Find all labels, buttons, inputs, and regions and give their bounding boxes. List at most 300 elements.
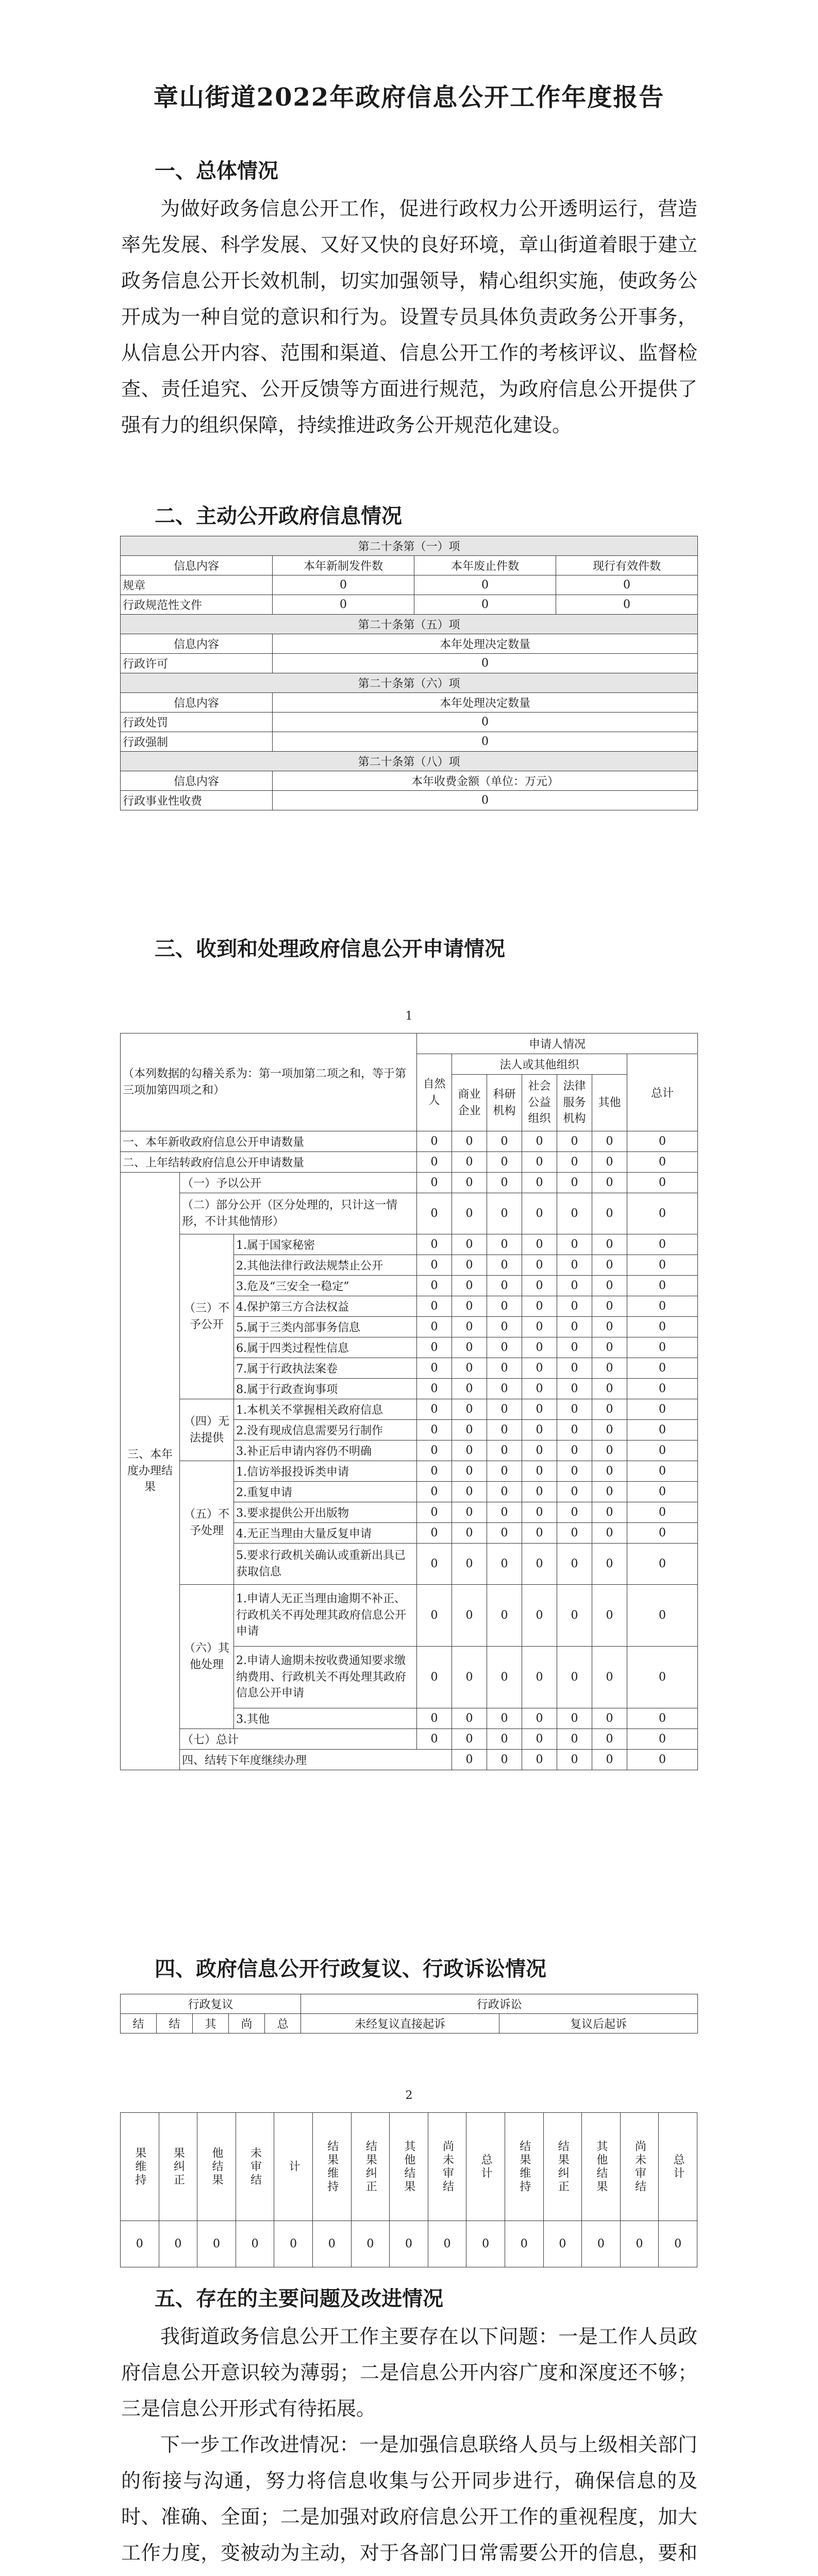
cell-value: 0	[452, 1173, 487, 1193]
cell-value: 0	[274, 2221, 313, 2267]
cell-value: 0	[487, 1255, 522, 1276]
cell-value: 0	[627, 1482, 698, 1502]
cell-value: 0	[627, 1750, 698, 1770]
col-fragment: 总	[265, 2014, 301, 2033]
cell-value: 0	[452, 1523, 487, 1544]
cell-value: 0	[592, 1440, 627, 1461]
cell-value: 0	[592, 1337, 627, 1358]
cell-value: 0	[487, 1750, 522, 1770]
col-suit-after-review: 复议后起诉	[499, 2014, 698, 2033]
cell-value: 0	[522, 1461, 557, 1482]
col-direct-suit: 未经复议直接起诉	[301, 2014, 499, 2033]
col-header: 未审结	[236, 2113, 274, 2221]
cell-value: 0	[557, 1708, 592, 1729]
cell-value: 0	[452, 1461, 487, 1482]
cell-value: 0	[557, 1585, 592, 1647]
cell-value: 0	[556, 595, 698, 615]
cell-value: 0	[557, 1750, 592, 1770]
cell-value: 0	[452, 1152, 487, 1173]
cell-value: 0	[487, 1523, 522, 1544]
cell-value: 0	[417, 1585, 452, 1647]
cell-value: 0	[522, 1276, 557, 1296]
application-handling-table	[120, 1033, 698, 1770]
cell-value: 0	[452, 1379, 487, 1399]
cell-value: 0	[417, 1708, 452, 1729]
cell-value: 0	[487, 1482, 522, 1502]
cell-value: 0	[505, 2221, 543, 2267]
cell-value: 0	[557, 1461, 592, 1482]
cell-value: 0	[417, 1482, 452, 1502]
col-info-content: 信息内容	[121, 634, 273, 654]
cell-value: 0	[522, 1173, 557, 1193]
row-subtotal: （七）总计	[180, 1729, 417, 1750]
cell-value: 0	[452, 1358, 487, 1379]
section-4-heading: 四、政府信息公开行政复议、行政诉讼情况	[155, 1957, 546, 1981]
cell-value: 0	[557, 1544, 592, 1585]
col-valid: 现行有效件数	[556, 556, 698, 575]
cell-value: 0	[417, 1440, 452, 1461]
cell-value: 0	[452, 1234, 487, 1255]
cell-value: 0	[236, 2221, 274, 2267]
cell-value: 0	[273, 595, 414, 615]
cell-value: 0	[522, 1750, 557, 1770]
cell-value: 0	[557, 1358, 592, 1379]
cell-value: 0	[522, 1647, 557, 1708]
col-header: 尚未审结	[428, 2113, 466, 2221]
cell-value: 0	[627, 1173, 698, 1193]
cell-value: 0	[592, 1502, 627, 1523]
row-label: 行政事业性收费	[121, 791, 273, 810]
cell-value: 0	[522, 1317, 557, 1337]
cell-value: 0	[522, 1337, 557, 1358]
row-reason: 4.保护第三方合法权益	[234, 1296, 417, 1317]
cell-value: 0	[452, 1585, 487, 1647]
cell-value: 0	[557, 1276, 592, 1296]
cell-value: 0	[557, 1420, 592, 1440]
col-header: 总计	[659, 2113, 697, 2221]
review-litigation-header-table	[120, 1994, 698, 2033]
group-unable-provide: （四）无法提供	[180, 1399, 234, 1461]
cell-value: 0	[522, 1585, 557, 1647]
cell-value: 0	[592, 1523, 627, 1544]
cell-value: 0	[659, 2221, 697, 2267]
cell-value: 0	[627, 1461, 698, 1482]
col-fragment: 尚	[229, 2014, 265, 2033]
cell-value: 0	[417, 1379, 452, 1399]
cell-value: 0	[522, 1708, 557, 1729]
cell-value: 0	[522, 1482, 557, 1502]
col-admin-suit: 行政诉讼	[301, 1994, 698, 2014]
cell-value: 0	[522, 1379, 557, 1399]
article-20-5-header: 第二十条第（五）项	[121, 615, 698, 634]
cell-value: 0	[627, 1708, 698, 1729]
cell-value: 0	[417, 1358, 452, 1379]
cell-value: 0	[522, 1358, 557, 1379]
cell-value: 0	[417, 1399, 452, 1420]
cell-value: 0	[487, 1152, 522, 1173]
cell-value: 0	[417, 1729, 452, 1750]
section-1-heading: 一、总体情况	[155, 159, 278, 183]
cell-value: 0	[487, 1647, 522, 1708]
row-reason: 2.没有现成信息需要另行制作	[234, 1420, 417, 1440]
cell-value: 0	[557, 1729, 592, 1750]
cell-value: 0	[592, 1482, 627, 1502]
cell-value: 0	[627, 1337, 698, 1358]
col-admin-review: 行政复议	[121, 1994, 301, 2014]
cell-value: 0	[627, 1234, 698, 1255]
cell-value: 0	[557, 1193, 592, 1234]
cell-value: 0	[522, 1544, 557, 1585]
cell-value: 0	[592, 1399, 627, 1420]
row-reason: 3.其他	[234, 1708, 417, 1729]
cell-value: 0	[452, 1440, 487, 1461]
col-new-made: 本年新制发件数	[273, 556, 414, 575]
row-reason: 1.本机关不掌握相关政府信息	[234, 1399, 417, 1420]
col-natural-person: 自然人	[417, 1054, 452, 1131]
row-reason: 1.信访举报投诉类申请	[234, 1461, 417, 1482]
row-reason: 2.重复申请	[234, 1482, 417, 1502]
cell-value: 0	[417, 1523, 452, 1544]
col-fee-amount: 本年收费金额（单位：万元）	[273, 771, 698, 791]
cell-value: 0	[452, 1317, 487, 1337]
cell-value: 0	[487, 1337, 522, 1358]
cell-value: 0	[452, 1502, 487, 1523]
cell-value: 0	[273, 791, 698, 810]
cell-value: 0	[197, 2221, 236, 2267]
cell-value: 0	[487, 1729, 522, 1750]
cell-value: 0	[121, 2221, 159, 2267]
col-fragment: 其	[193, 2014, 229, 2033]
cell-value: 0	[557, 1440, 592, 1461]
cell-value: 0	[557, 1502, 592, 1523]
cell-value: 0	[592, 1461, 627, 1482]
row-results-label: 三、本年度办理结果	[121, 1173, 180, 1770]
cell-value: 0	[273, 575, 414, 595]
col-fragment: 结	[121, 2014, 157, 2033]
cell-value: 0	[487, 1544, 522, 1585]
cell-value: 0	[557, 1234, 592, 1255]
cell-value: 0	[414, 575, 556, 595]
col-info-content: 信息内容	[121, 556, 273, 575]
group-other-handling: （六）其他处理	[180, 1585, 234, 1729]
cell-value: 0	[417, 1234, 452, 1255]
col-other: 其他	[592, 1075, 627, 1131]
cell-value: 0	[557, 1131, 592, 1152]
group-not-processed: （五）不予处理	[180, 1461, 234, 1585]
cell-value: 0	[627, 1358, 698, 1379]
cell-value: 0	[592, 1708, 627, 1729]
cell-value: 0	[312, 2221, 351, 2267]
cell-value: 0	[487, 1708, 522, 1729]
improvements-paragraph: 下一步工作改进情况：一是加强信息联络人员与上级相关部门的衔接与沟通，努力将信息收集与公开同步进行，确保信息的及时、准确、全面；二是加强对政府信息公开工作的重视程度，加大工作力度，变被动为主动，对于各部门日常需要公开的信息，要和	[121, 2433, 697, 2564]
cell-value: 0	[522, 1131, 557, 1152]
cell-value: 0	[487, 1317, 522, 1337]
cell-value: 0	[452, 1255, 487, 1276]
row-carry-forward: 四、结转下年度继续办理	[180, 1750, 452, 1770]
cell-value: 0	[543, 2221, 582, 2267]
cell-value: 0	[487, 1502, 522, 1523]
cell-value: 0	[390, 2221, 428, 2267]
section-5-heading: 五、存在的主要问题及改进情况	[155, 2286, 443, 2311]
cell-value: 0	[592, 1379, 627, 1399]
cell-value: 0	[592, 1750, 627, 1770]
col-header: 其他结果	[390, 2113, 428, 2221]
cell-value: 0	[417, 1317, 452, 1337]
row-open: （一）予以公开	[180, 1173, 417, 1193]
row-label: 行政许可	[121, 654, 273, 673]
cell-value: 0	[452, 1337, 487, 1358]
cell-value: 0	[417, 1296, 452, 1317]
cell-value: 0	[592, 1647, 627, 1708]
cell-value: 0	[487, 1585, 522, 1647]
row-reason: 5.属于三类内部事务信息	[234, 1317, 417, 1337]
cell-value: 0	[417, 1276, 452, 1296]
row-reason: 3.危及“三安全一稳定”	[234, 1276, 417, 1296]
cell-value: 0	[627, 1544, 698, 1585]
cell-value: 0	[557, 1255, 592, 1276]
cell-value: 0	[557, 1173, 592, 1193]
cell-value: 0	[592, 1729, 627, 1750]
col-info-content: 信息内容	[121, 693, 273, 713]
cell-value: 0	[351, 2221, 390, 2267]
cell-value: 0	[487, 1193, 522, 1234]
cell-value: 0	[557, 1647, 592, 1708]
cell-value: 0	[556, 575, 698, 595]
cell-value: 0	[522, 1440, 557, 1461]
cell-value: 0	[592, 1193, 627, 1234]
cell-value: 0	[592, 1234, 627, 1255]
cell-value: 0	[452, 1296, 487, 1317]
cell-value: 0	[522, 1729, 557, 1750]
col-header: 其他结果	[582, 2113, 621, 2221]
cell-value: 0	[487, 1399, 522, 1420]
cell-value: 0	[487, 1461, 522, 1482]
col-header: 尚未审结	[620, 2113, 659, 2221]
cell-value: 0	[592, 1317, 627, 1337]
cell-value: 0	[452, 1193, 487, 1234]
page-number: 2	[405, 2089, 413, 2102]
cell-value: 0	[627, 1296, 698, 1317]
cell-value: 0	[620, 2221, 659, 2267]
cell-value: 0	[627, 1276, 698, 1296]
row-label: 行政规范性文件	[121, 595, 273, 615]
cell-value: 0	[627, 1647, 698, 1708]
row-reason: 5.要求行政机关确认或重新出具已获取信息	[234, 1544, 417, 1585]
cell-value: 0	[557, 1152, 592, 1173]
col-abolished: 本年废止件数	[414, 556, 556, 575]
article-20-8-header: 第二十条第（八）项	[121, 752, 698, 771]
cell-value: 0	[627, 1131, 698, 1152]
group-not-open: （三）不予公开	[180, 1234, 234, 1399]
col-research: 科研机构	[487, 1075, 522, 1131]
row-reason: 2.申请人逾期未按收费通知要求缴纳费用、行政机关不再处理其政府信息公开申请	[234, 1647, 417, 1708]
cell-value: 0	[592, 1255, 627, 1276]
row-reason: 3.补正后申请内容仍不明确	[234, 1440, 417, 1461]
col-decision-count: 本年处理决定数量	[273, 693, 698, 713]
cell-value: 0	[557, 1399, 592, 1420]
section-2-heading: 二、主动公开政府信息情况	[155, 504, 402, 528]
cell-value: 0	[417, 1502, 452, 1523]
cell-value: 0	[627, 1523, 698, 1544]
cell-value: 0	[417, 1152, 452, 1173]
cell-value: 0	[487, 1440, 522, 1461]
row-reason: 8.属于行政查询事项	[234, 1379, 417, 1399]
review-litigation-table	[120, 2112, 697, 2267]
cell-value: 0	[452, 1276, 487, 1296]
cell-value: 0	[582, 2221, 621, 2267]
cell-value: 0	[557, 1337, 592, 1358]
row-new-applications: 一、本年新收政府信息公开申请数量	[121, 1131, 417, 1152]
cell-value: 0	[417, 1131, 452, 1152]
cell-value: 0	[487, 1276, 522, 1296]
col-header: 结果维持	[505, 2113, 543, 2221]
cell-value: 0	[627, 1502, 698, 1523]
cell-value: 0	[428, 2221, 466, 2267]
cell-value: 0	[557, 1523, 592, 1544]
col-legal-person: 法人或其他组织	[452, 1054, 627, 1075]
cell-value: 0	[627, 1379, 698, 1399]
cell-value: 0	[557, 1482, 592, 1502]
cell-value: 0	[627, 1440, 698, 1461]
row-reason: 1.申请人无正当理由逾期不补正、行政机关不再处理其政府信息公开申请	[234, 1585, 417, 1647]
col-header: 结果纠正	[351, 2113, 390, 2221]
cell-value: 0	[159, 2221, 197, 2267]
section-1-body	[121, 191, 697, 443]
cell-value: 0	[627, 1152, 698, 1173]
cell-value: 0	[522, 1420, 557, 1440]
section-1-paragraph: 为做好政务信息公开工作，促进行政权力公开透明运行，营造率先发展、科学发展、又好又快的良好环境，章山街道着眼于建立政务信息公开长效机制，切实加强领导，精心组织实施，使政务公开成为一种自觉的意识和行为。设置专员具体负责政务公开事务，从信息公开内容、范围和渠道、信息公开工作的考核评议、监督检查、责任追究、公开反馈等方面进行规范，为政府信息公开提供了强有力的组织保障，持续推进政务公开规范化建设。	[121, 197, 697, 436]
cell-value: 0	[522, 1523, 557, 1544]
row-carried-over: 二、上年结转政府信息公开申请数量	[121, 1152, 417, 1173]
col-commercial: 商业企业	[452, 1075, 487, 1131]
cell-value: 0	[452, 1399, 487, 1420]
cell-value: 0	[592, 1585, 627, 1647]
cell-value: 0	[452, 1729, 487, 1750]
cell-value: 0	[273, 654, 698, 673]
cell-value: 0	[452, 1420, 487, 1440]
col-applicant-status: 申请人情况	[417, 1033, 698, 1054]
cell-value: 0	[522, 1399, 557, 1420]
col-header: 计	[274, 2113, 313, 2221]
cell-value: 0	[417, 1544, 452, 1585]
cell-value: 0	[627, 1317, 698, 1337]
cell-value: 0	[273, 732, 698, 752]
cell-value: 0	[452, 1750, 487, 1770]
cell-value: 0	[592, 1544, 627, 1585]
cell-value: 0	[417, 1173, 452, 1193]
cell-value: 0	[627, 1420, 698, 1440]
cell-value: 0	[592, 1420, 627, 1440]
cell-value: 0	[487, 1173, 522, 1193]
report-title: 章山街道2022年政府信息公开工作年度报告	[153, 83, 665, 112]
cell-value: 0	[487, 1379, 522, 1399]
col-header: 他结果	[197, 2113, 236, 2221]
col-fragment: 结	[157, 2014, 193, 2033]
cell-value: 0	[487, 1234, 522, 1255]
cell-value: 0	[466, 2221, 505, 2267]
row-reason: 7.属于行政执法案卷	[234, 1358, 417, 1379]
cell-value: 0	[557, 1296, 592, 1317]
cell-value: 0	[487, 1420, 522, 1440]
cell-value: 0	[522, 1255, 557, 1276]
cell-value: 0	[592, 1173, 627, 1193]
cell-value: 0	[417, 1193, 452, 1234]
row-label: 行政处罚	[121, 713, 273, 732]
col-social-welfare: 社会公益组织	[522, 1075, 557, 1131]
col-info-content: 信息内容	[121, 771, 273, 791]
section-3-heading: 三、收到和处理政府信息公开申请情况	[155, 937, 505, 961]
col-header: 结果维持	[312, 2113, 351, 2221]
cell-value: 0	[273, 713, 698, 732]
cell-value: 0	[452, 1482, 487, 1502]
col-header: 果维持	[121, 2113, 159, 2221]
cell-value: 0	[417, 1255, 452, 1276]
cell-value: 0	[452, 1131, 487, 1152]
col-header: 果纠正	[159, 2113, 197, 2221]
article-20-1-header: 第二十条第（一）项	[121, 536, 698, 556]
cell-value: 0	[592, 1131, 627, 1152]
section-5-body	[121, 2318, 697, 2576]
cell-value: 0	[522, 1234, 557, 1255]
cell-value: 0	[522, 1193, 557, 1234]
proactive-disclosure-table	[120, 536, 698, 810]
cell-value: 0	[487, 1131, 522, 1152]
cell-value: 0	[592, 1152, 627, 1173]
cell-value: 0	[417, 1461, 452, 1482]
cell-value: 0	[627, 1255, 698, 1276]
row-label: 规章	[121, 575, 273, 595]
cell-value: 0	[592, 1296, 627, 1317]
cell-value: 0	[627, 1729, 698, 1750]
cell-value: 0	[417, 1337, 452, 1358]
row-reason: 6.属于四类过程性信息	[234, 1337, 417, 1358]
row-reason: 1.属于国家秘密	[234, 1234, 417, 1255]
col-header: 总计	[466, 2113, 505, 2221]
cell-value: 0	[417, 1420, 452, 1440]
row-partial-open: （二）部分公开（区分处理的，只计这一情形，不计其他情形）	[180, 1193, 417, 1234]
cell-value: 0	[557, 1379, 592, 1399]
page-number: 1	[405, 1010, 413, 1023]
cell-value: 0	[522, 1502, 557, 1523]
problems-paragraph: 我街道政务信息公开工作主要存在以下问题：一是工作人员政府信息公开意识较为薄弱；二是信息公开内容广度和深度还不够；三是信息公开形式有待拓展。	[121, 2325, 697, 2420]
cell-value: 0	[627, 1399, 698, 1420]
cell-value: 0	[522, 1296, 557, 1317]
cell-value: 0	[627, 1585, 698, 1647]
col-legal-service: 法律服务机构	[557, 1075, 592, 1131]
cell-value: 0	[557, 1317, 592, 1337]
cell-value: 0	[452, 1544, 487, 1585]
table-note: （本列数据的勾稽关系为：第一项加第二项之和，等于第三项加第四项之和）	[121, 1033, 417, 1131]
col-header: 结果纠正	[543, 2113, 582, 2221]
row-reason: 2.其他法律行政法规禁止公开	[234, 1255, 417, 1276]
col-decision-count: 本年处理决定数量	[273, 634, 698, 654]
row-reason: 3.要求提供公开出版物	[234, 1502, 417, 1523]
cell-value: 0	[487, 1296, 522, 1317]
cell-value: 0	[452, 1708, 487, 1729]
article-20-6-header: 第二十条第（六）项	[121, 673, 698, 693]
cell-value: 0	[627, 1193, 698, 1234]
cell-value: 0	[487, 1358, 522, 1379]
row-label: 行政强制	[121, 732, 273, 752]
row-reason: 4.无正当理由大量反复申请	[234, 1523, 417, 1544]
cell-value: 0	[592, 1358, 627, 1379]
cell-value: 0	[592, 1276, 627, 1296]
cell-value: 0	[417, 1647, 452, 1708]
cell-value: 0	[522, 1152, 557, 1173]
cell-value: 0	[452, 1647, 487, 1708]
col-total: 总计	[627, 1054, 698, 1131]
cell-value: 0	[414, 595, 556, 615]
